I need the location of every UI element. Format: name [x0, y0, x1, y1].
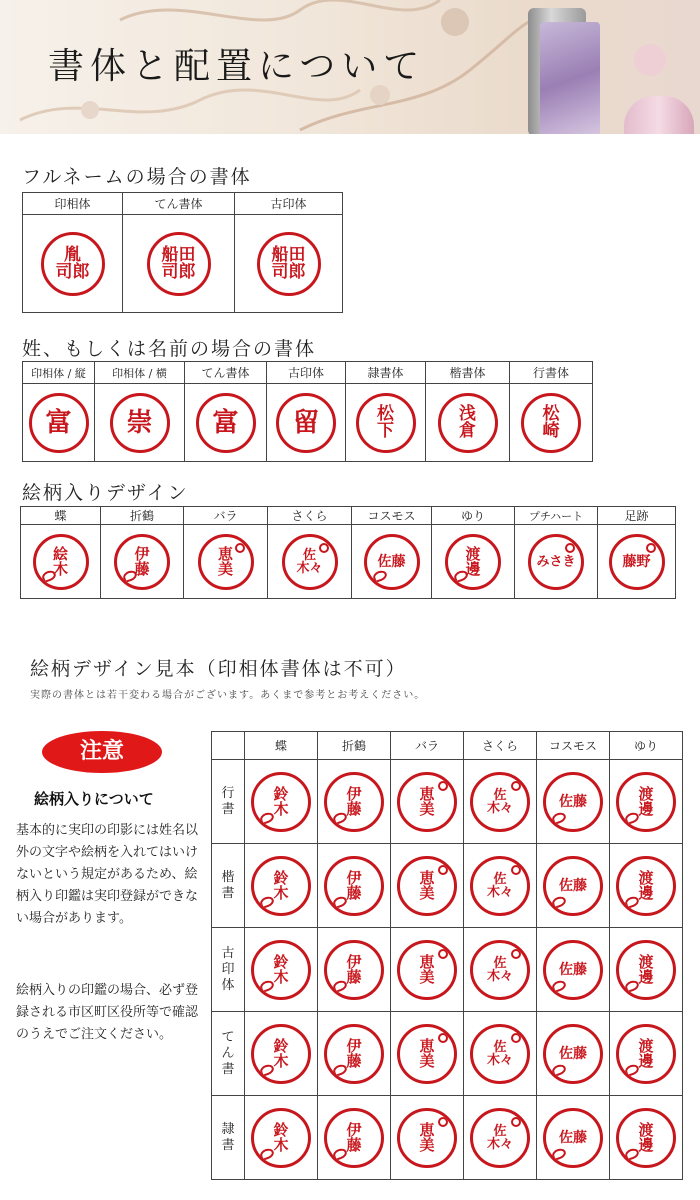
- rose-seal: 恵 美: [397, 940, 457, 1000]
- col-header: 印相体 / 縦: [23, 362, 95, 384]
- lily-seal: 渡 邊: [616, 772, 676, 832]
- col-header: 古印体: [267, 362, 346, 384]
- butterfly-seal: 鈴 木: [251, 856, 311, 916]
- heart-icon: [565, 543, 575, 553]
- col-header: 行書体: [510, 362, 593, 384]
- col-header: 印相体 / 横: [95, 362, 185, 384]
- col-header: てん書体: [123, 193, 235, 215]
- cosmos-seal: 佐藤: [543, 1108, 603, 1168]
- rose-seal: 恵 美: [397, 1108, 457, 1168]
- butterfly-seal: 絵 木: [33, 534, 89, 590]
- crane-seal: 伊 藤: [324, 1108, 384, 1168]
- seal-impression: 船田 司郎: [147, 232, 211, 296]
- lily-seal: 渡 邊: [445, 534, 501, 590]
- rose-seal: 恵 美: [397, 1024, 457, 1084]
- seal-impression: 松 下: [356, 393, 416, 453]
- cosmos-icon: [551, 1062, 568, 1076]
- section-heading-single-name: 姓、もしくは名前の場合の書体: [22, 338, 317, 360]
- sakura-seal: 佐 木々: [282, 534, 338, 590]
- seal-impression: 松 崎: [521, 393, 581, 453]
- cosmos-icon: [371, 568, 388, 582]
- col-header: 楷書体: [426, 362, 510, 384]
- sakura-seal: 佐 木々: [470, 772, 530, 832]
- pattern-sample-table: [211, 731, 683, 1180]
- crane-seal: 伊 藤: [324, 940, 384, 1000]
- paw-print-icon: [646, 543, 656, 553]
- butterfly-seal: 鈴 木: [251, 1108, 311, 1168]
- crane-seal: 伊 藤: [324, 856, 384, 916]
- row-label: 隷 書: [212, 1096, 245, 1180]
- col-header: 蝶: [21, 507, 101, 525]
- col-header: プチハート: [515, 507, 598, 525]
- seal-impression: 浅 倉: [438, 393, 498, 453]
- caution-badge: 注意: [42, 731, 162, 773]
- col-header: さくら: [464, 732, 537, 760]
- seal-impression: 富: [196, 393, 256, 453]
- row-label: 楷 書: [212, 844, 245, 928]
- row-label: て ん 書: [212, 1012, 245, 1096]
- col-header: てん書体: [185, 362, 267, 384]
- sakura-seal: 佐 木々: [470, 856, 530, 916]
- seal-impression: 船田 司郎: [257, 232, 321, 296]
- butterfly-seal: 鈴 木: [251, 772, 311, 832]
- cosmos-icon: [551, 1146, 568, 1160]
- row-label: 古 印 体: [212, 928, 245, 1012]
- full-name-typeface-table: [22, 192, 343, 313]
- butterfly-seal: 鈴 木: [251, 1024, 311, 1084]
- crane-seal: 伊 藤: [114, 534, 170, 590]
- col-header: 印相体: [23, 193, 123, 215]
- page-title: 書体と配置について: [48, 46, 426, 87]
- caution-paragraph-2: 絵柄入りの印鑑の場合、必ず登録される市区町区役所等で確認のうえでご注文ください。: [16, 983, 199, 1042]
- lily-seal: 渡 邊: [616, 1108, 676, 1168]
- crane-seal: 伊 藤: [324, 1024, 384, 1084]
- cosmos-icon: [551, 810, 568, 824]
- butterfly-seal: 鈴 木: [251, 940, 311, 1000]
- cosmos-seal: 佐藤: [364, 534, 420, 590]
- col-header: 蝶: [245, 732, 318, 760]
- col-header: 足跡: [598, 507, 676, 525]
- lily-seal: 渡 邊: [616, 940, 676, 1000]
- seal-impression: 崇: [110, 393, 170, 453]
- cosmos-seal: 佐藤: [543, 1024, 603, 1084]
- cosmos-seal: 佐藤: [543, 856, 603, 916]
- row-label: 行 書: [212, 760, 245, 844]
- cosmos-seal: 佐藤: [543, 940, 603, 1000]
- col-header: 古印体: [235, 193, 343, 215]
- col-header: ゆり: [610, 732, 683, 760]
- crane-seal: 伊 藤: [324, 772, 384, 832]
- section-heading-pattern-sample: 絵柄デザイン見本（印相体書体は不可）: [30, 658, 407, 680]
- seal-impression: 富: [29, 393, 89, 453]
- sakura-seal: 佐 木々: [470, 1108, 530, 1168]
- petit-heart-seal: みさき: [528, 534, 584, 590]
- col-header: バラ: [184, 507, 268, 525]
- col-header: さくら: [268, 507, 352, 525]
- col-header: 折鶴: [318, 732, 391, 760]
- paw-print-seal: 藤野: [609, 534, 665, 590]
- rose-seal: 恵 美: [397, 856, 457, 916]
- col-header: 隷書体: [346, 362, 426, 384]
- col-header: ゆり: [432, 507, 515, 525]
- col-header: コスモス: [537, 732, 610, 760]
- seal-impression: 留: [276, 393, 336, 453]
- col-header: コスモス: [352, 507, 432, 525]
- caution-subtitle: 絵柄入りについて: [34, 790, 154, 808]
- pattern-design-table: [20, 506, 676, 599]
- cosmos-icon: [551, 978, 568, 992]
- cosmos-seal: 佐藤: [543, 772, 603, 832]
- seal-impression: 胤 司郎: [41, 232, 105, 296]
- sakura-seal: 佐 木々: [470, 1024, 530, 1084]
- cosmos-icon: [551, 894, 568, 908]
- lily-seal: 渡 邊: [616, 1024, 676, 1084]
- seal-case-lining: [540, 22, 600, 134]
- rose-seal: 恵 美: [397, 772, 457, 832]
- sample-disclaimer: 実際の書体とは若干変わる場合がございます。あくまで参考とお考えください。: [30, 690, 426, 701]
- section-heading-pattern-design: 絵柄入りデザイン: [22, 482, 189, 504]
- header-banner: [0, 0, 700, 134]
- section-heading-full-name: フルネームの場合の書体: [22, 166, 252, 188]
- corner-cell: [212, 732, 245, 760]
- lily-seal: 渡 邊: [616, 856, 676, 916]
- col-header: バラ: [391, 732, 464, 760]
- caution-paragraph-1: 基本的に実印の印影には姓名以外の文字や絵柄を入れてはいけないという規定があるため、絵柄入り印鑑は実印登録ができない場合があります。: [16, 823, 199, 926]
- sakura-seal: 佐 木々: [470, 940, 530, 1000]
- col-header: 折鶴: [101, 507, 184, 525]
- single-name-typeface-table: [22, 361, 593, 462]
- rose-seal: 恵 美: [198, 534, 254, 590]
